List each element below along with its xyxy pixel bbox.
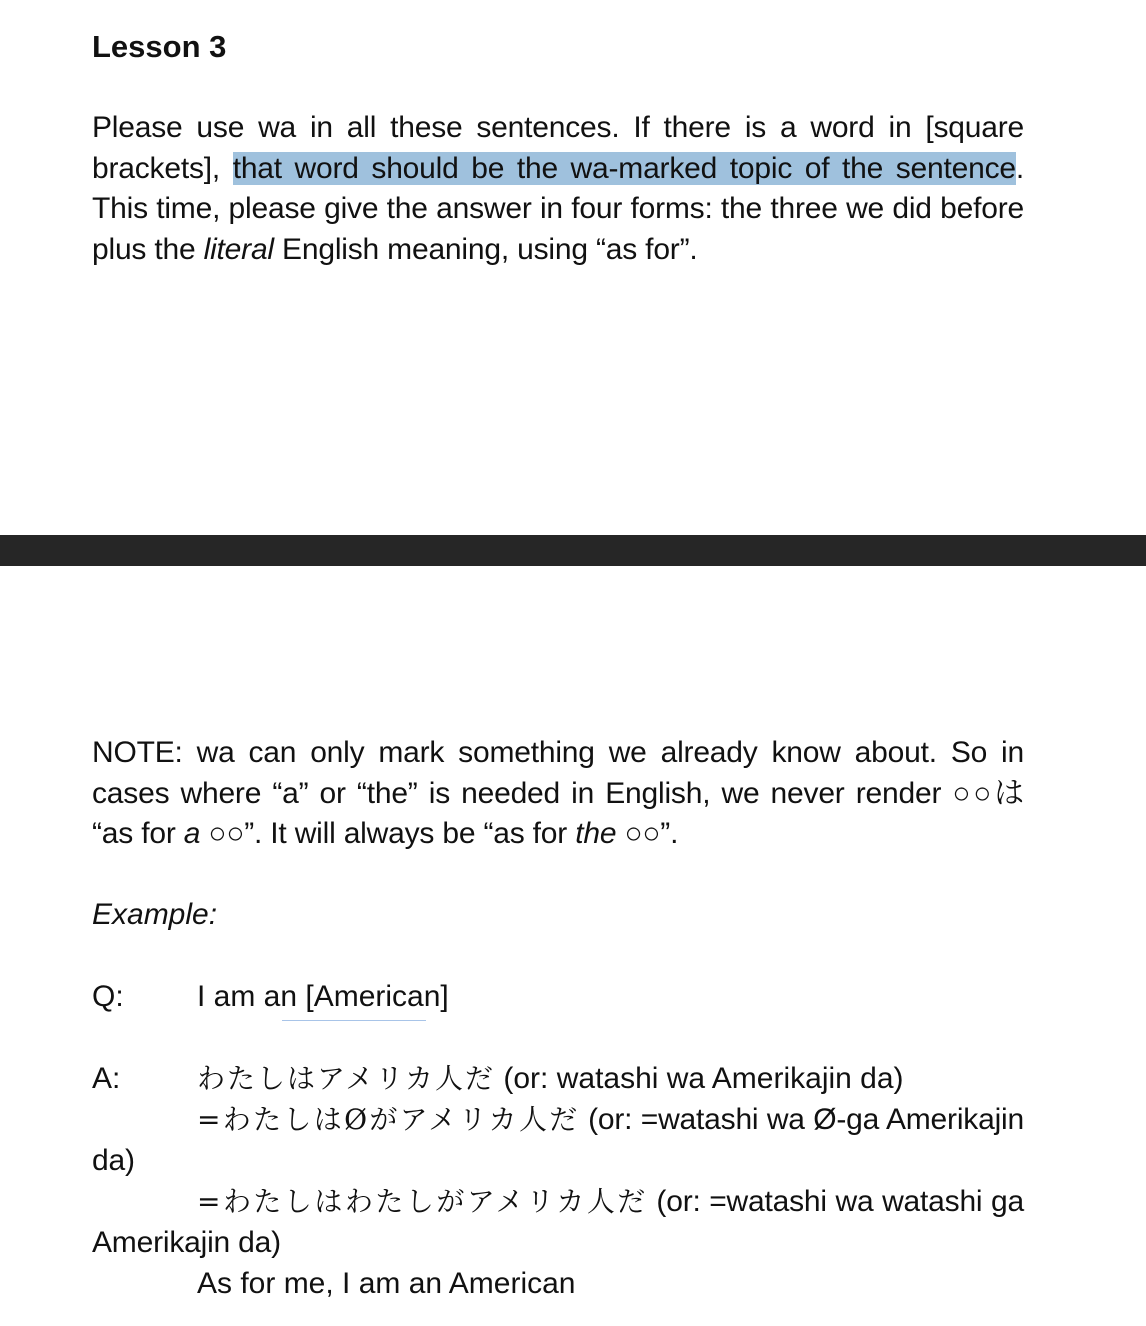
question-label: Q: [92, 980, 124, 1013]
spellcheck-underline [282, 1020, 426, 1021]
instructions-text-3: English meaning, using “as for”. [273, 232, 698, 266]
note-text-1: NOTE: wa can only mark something we already know about. So in cases where “a” or “the” is needed in English, we never render ○○は “as for [92, 736, 1024, 850]
question-text: I am an [American] [197, 980, 449, 1013]
question-row [92, 977, 449, 1018]
answer-row-4 [197, 1264, 575, 1305]
note-paragraph [92, 733, 1024, 855]
lesson-title: Lesson 3 [92, 29, 227, 64]
answer-1-japanese: わたしはアメリカ人だ [197, 1062, 496, 1095]
instructions-paragraph [92, 108, 1024, 270]
note-italic-a: a [183, 817, 201, 850]
answer-1-romaji: (or: watashi wa Amerikajin da) [495, 1062, 904, 1095]
instructions-text-1: Please use wa in all these sentences. If there is a word in [square brackets], [92, 111, 1024, 185]
note-text-3: ○○”. [616, 817, 679, 850]
example-label: Example: [92, 898, 218, 931]
instructions-text-2: . This time, please give the answer in four forms: the three we did before plus the [92, 151, 1025, 266]
selected-text-highlight[interactable]: that word should be the wa-marked topic of the sentence [232, 151, 1016, 185]
answer-2-japanese: =わたしはØがアメリカ人だ [197, 1103, 580, 1136]
instructions-italic-word: literal [203, 232, 274, 266]
answer-3-japanese: =わたしはわたしがアメリカ人だ [197, 1185, 648, 1218]
note-text-2: ○○”. It will always be “as for [200, 817, 576, 850]
answer-block-3 [92, 1182, 1024, 1263]
example-label-row [92, 895, 217, 936]
answer-4-literal-english: As for me, I am an American [197, 1267, 576, 1300]
page-divider [0, 535, 1146, 566]
answer-2-romaji: (or: =watashi wa Ø-ga Amerikajin da) [92, 1103, 1024, 1177]
answer-3-romaji: (or: =watashi wa watashi ga Amerikajin da) [92, 1185, 1024, 1259]
answer-label: A: [92, 1062, 121, 1095]
note-italic-the: the [575, 817, 617, 850]
answer-block-2 [92, 1100, 1024, 1181]
answer-row-1 [92, 1059, 904, 1100]
